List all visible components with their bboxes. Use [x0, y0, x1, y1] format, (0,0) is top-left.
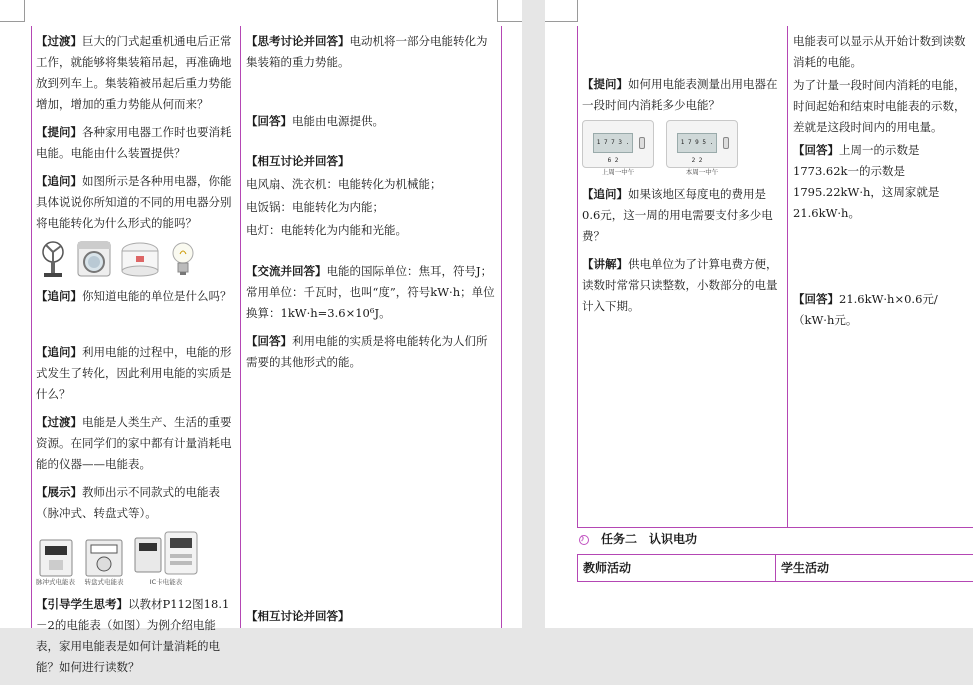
tag-label: 【提问】: [36, 125, 82, 139]
paragraph-text: 电动机将一部分电能转化为集装箱的重力势能。: [246, 34, 488, 69]
student-activity-header: 学生活动: [781, 561, 830, 575]
tag-label: 【提问】: [582, 77, 628, 91]
paragraph-text: 电能由电源提供。: [292, 114, 384, 128]
tag-label: 【回答】: [793, 292, 839, 306]
meter-reading: 1 7 7 3 . 6 2: [593, 133, 633, 153]
image-caption: 转盘式电能表: [84, 578, 124, 586]
paragraph: [793, 289, 973, 331]
tag-label: 【追问】: [36, 289, 82, 303]
paragraph: [582, 254, 784, 317]
paragraph-text: 教师出示不同款式的电能表（脉冲式、转盘式等）。: [36, 485, 220, 520]
paragraph-text: 电能表可以显示从开始计数到读数消耗的电能。: [793, 34, 966, 69]
rice-cooker-icon: [118, 240, 162, 278]
student-activity-column: [246, 31, 498, 380]
meter-figure: [133, 530, 199, 586]
paragraph: [36, 31, 238, 115]
crop-mark: [545, 21, 577, 22]
meter-reading-images: [582, 120, 784, 176]
tag-label: 【讲解】: [582, 257, 628, 271]
crop-mark: [497, 0, 498, 22]
table-border-bottom: [577, 527, 973, 528]
paragraph: [246, 331, 498, 373]
paragraph: [36, 594, 238, 678]
task-heading: [579, 530, 697, 547]
table-border-left: [577, 26, 578, 528]
image-caption: 本周一中午: [685, 168, 719, 176]
right-page: [545, 0, 973, 628]
crop-mark: [24, 0, 25, 22]
paragraph-text: 利用电能的过程中，电能的形式发生了转化，因此利用电能的实质是什么？: [36, 345, 232, 401]
table-column-divider: [787, 26, 788, 528]
paragraph-text: 各种家用电器工作时也要消耗电能。电能由什么装置提供？: [36, 125, 232, 160]
washing-machine-icon: [76, 240, 112, 278]
paragraph-text: 电能的国际单位：焦耳，符号J；常用单位：千瓦时，也叫“度”，符号kW·h；单位换算：1kW·h=3.6×10⁶J。: [246, 264, 495, 320]
table-border-right: [501, 26, 502, 628]
paragraph-text: 为了计量一段时间内消耗的电能，时间起始和结束时电能表的示数，差就是这段时间内的用电量。: [793, 78, 966, 134]
student-activity-next: [246, 606, 498, 627]
image-caption: 上周一中午: [601, 168, 635, 176]
chevron-circle-icon: 》: [580, 535, 587, 543]
meter-figure: [83, 538, 125, 586]
tag-label: 【追问】: [36, 345, 82, 359]
paragraph: [36, 342, 238, 405]
meter-indicator: [723, 137, 729, 149]
paragraph: [36, 482, 238, 524]
paragraph-text: 利用电能的实质是将电能转化为人们所需要的其他形式的能。: [246, 334, 488, 369]
paragraph-text: 供电单位为了计算电费方便，读数时常常只读整数，小数部分的电量计入下期。: [582, 257, 778, 313]
paragraph: [793, 140, 973, 224]
task-title: 任务二 认识电功: [601, 532, 698, 546]
meter-type-images: [36, 530, 238, 586]
tag-label: 【引导学生思考】: [36, 597, 128, 611]
paragraph-text: 以教材P112图18.1－2的电能表（如图）为例介绍电能表，家用电能表是如何计量消耗的电能？如何进行读数？: [36, 597, 230, 674]
pulse-meter-icon: [37, 538, 75, 578]
paragraph: [582, 74, 784, 116]
table-border-left: [31, 26, 32, 628]
paragraph-text: 电饭锅：电能转化为内能；: [246, 200, 384, 214]
electric-meter-icon: [666, 120, 738, 168]
appliance-images: [36, 240, 238, 278]
paragraph-text: 21.6kW·h×0.6元/（kW·h元。: [793, 292, 938, 327]
meter-reading: 1 7 9 5 . 2 2: [677, 133, 717, 153]
paragraph-text: 上周一的示数是1773.62k一的示数是1795.22kW·h，这周家就是21.6kW·h。: [793, 143, 940, 220]
tag-label: 【交流并回答】: [246, 264, 327, 278]
table-column-divider: [240, 26, 241, 628]
tag-label: 【思考讨论并回答】: [246, 34, 350, 48]
ic-card-meter-icon: [133, 530, 199, 578]
paragraph: [36, 171, 238, 234]
paragraph: [36, 286, 238, 307]
tag-label: 【回答】: [246, 334, 292, 348]
teacher-activity-column: [582, 74, 784, 324]
paragraph: [246, 261, 498, 324]
student-activity-column: [793, 31, 973, 338]
meter-figure: [36, 538, 75, 586]
crop-mark: [0, 21, 24, 22]
paragraph-text: 电能是人类生产、生活的重要资源。在同学们的家中都有计量消耗电能的仪器——电能表。: [36, 415, 232, 471]
teacher-activity-header: 教师活动: [583, 561, 632, 575]
paragraph: [36, 412, 238, 475]
crop-mark: [577, 0, 578, 22]
paragraph: [246, 31, 498, 73]
paragraph: [246, 151, 498, 172]
fan-icon: [36, 240, 70, 278]
light-bulb-icon: [168, 240, 198, 278]
meter-indicator: [639, 137, 645, 149]
tag-label: 【相互讨论并回答】: [246, 154, 350, 168]
paragraph-text: 如果该地区每度电的费用是0.6元，这一周的用电需要支付多少电费？: [582, 187, 773, 243]
tag-label: 【回答】: [246, 114, 292, 128]
paragraph: [246, 111, 498, 132]
meter-figure: [582, 120, 654, 176]
tag-label: 【回答】: [793, 143, 839, 157]
tag-label: 【过渡】: [36, 415, 82, 429]
paragraph-text: 如图所示是各种用电器，你能具体说说你所知道的不同的用电器分别将电能转化为什么形式的能吗？: [36, 174, 232, 230]
paragraph-text: 你知道电能的单位是什么吗？: [82, 289, 232, 303]
tag-label: 【展示】: [36, 485, 82, 499]
paragraph: [582, 184, 784, 247]
crop-mark: [497, 21, 522, 22]
image-caption: 脉冲式电能表: [36, 578, 75, 586]
paragraph-text: 如何用电能表测量出用电器在一段时间内消耗多少电能？: [582, 77, 778, 112]
teacher-activity-column: [36, 31, 238, 685]
paragraph: [36, 122, 238, 164]
dial-meter-icon: [83, 538, 125, 578]
paragraph-text: 巨大的门式起重机通电后正常工作，就能够将集装箱吊起，再准确地放到列车上。集装箱被吊起后重力势能增加，增加的重力势能从何而来？: [36, 34, 232, 111]
meter-figure: [666, 120, 738, 176]
electric-meter-icon: [582, 120, 654, 168]
tag-label: 【追问】: [36, 174, 82, 188]
table-header-left: [577, 554, 578, 582]
paragraph-text: 电风扇、洗衣机：电能转化为机械能；: [246, 177, 442, 191]
image-caption: IC卡电能表: [149, 578, 183, 586]
tag-label: 【追问】: [582, 187, 628, 201]
tag-label: 【相互讨论并回答】: [246, 609, 350, 623]
paragraph-text: 电灯：电能转化为内能和光能。: [246, 223, 407, 237]
table-header-divider: [775, 554, 776, 582]
tag-label: 【过渡】: [36, 34, 82, 48]
